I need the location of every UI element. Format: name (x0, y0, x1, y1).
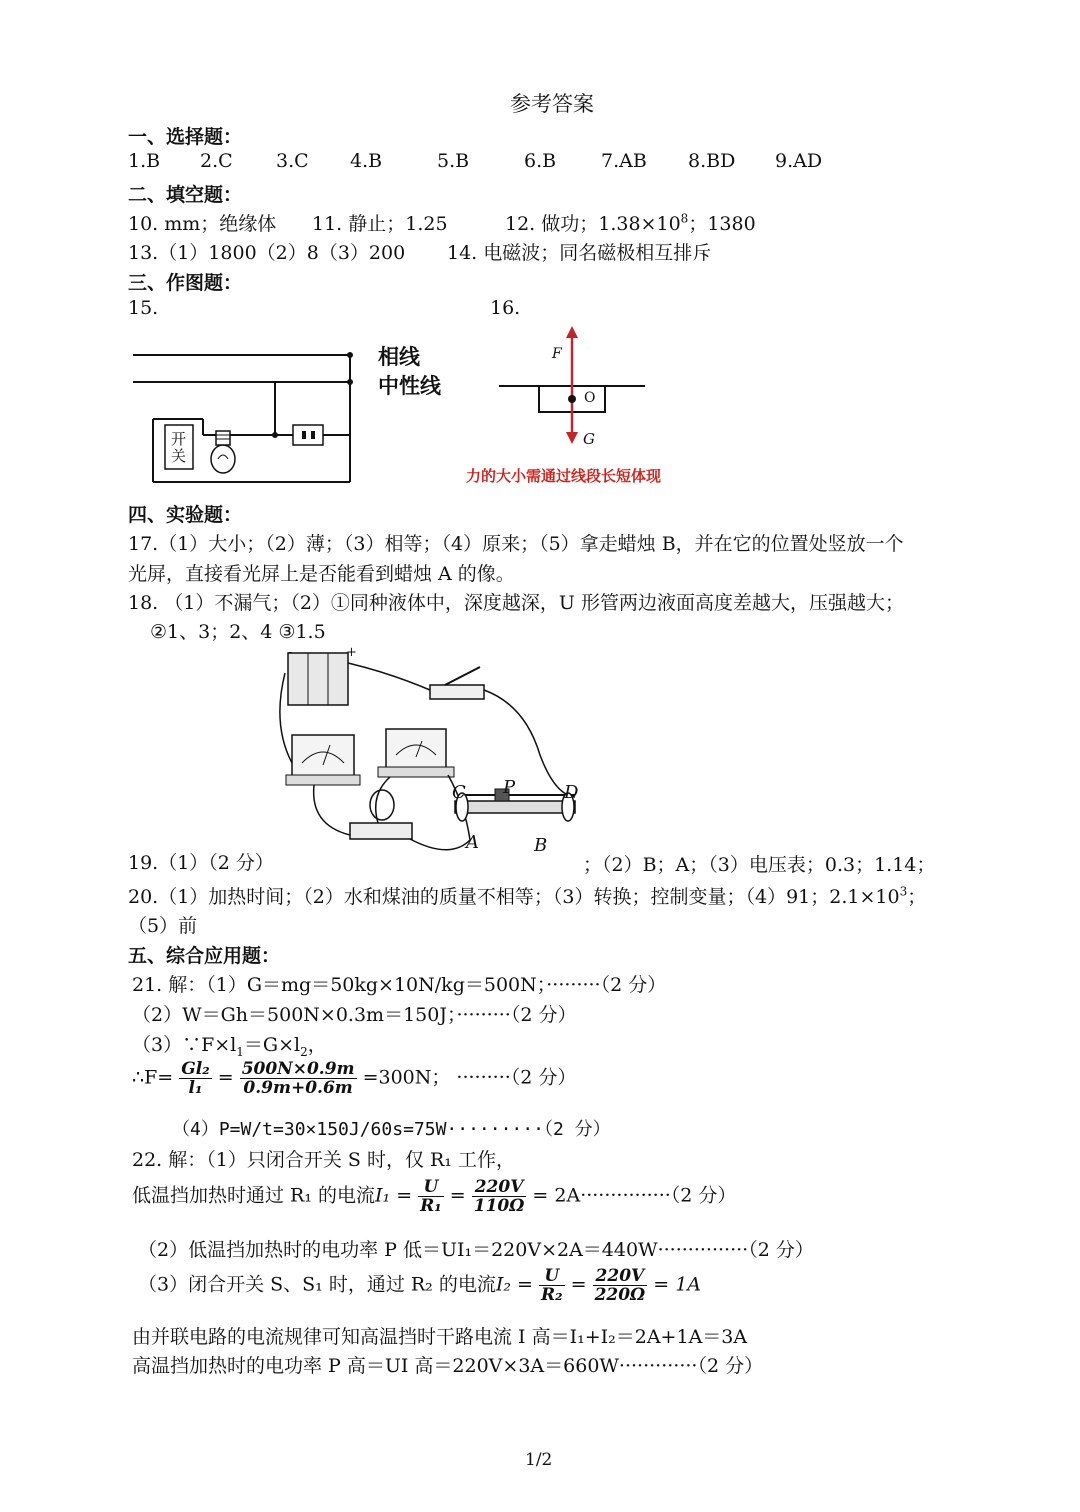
section-heading-choice: 一、选择题： (128, 126, 243, 148)
choice-answer: 4.B (350, 150, 383, 172)
fraction-numerator: 220V (593, 1267, 648, 1286)
q15-number: 15. (128, 297, 159, 319)
choice-answer: 1.B (128, 150, 161, 172)
answer-q11: 11. 静止；1.25 (312, 213, 448, 235)
fraction-numerator: Gl₂ (181, 1059, 210, 1079)
experiment-circuit-diagram (270, 645, 600, 865)
battery-plus-label: + (346, 645, 357, 660)
q22-line1: 22. 解：（1）只闭合开关 S 时，仅 R₁ 工作， (132, 1149, 515, 1171)
q22-line3: （2）低温挡加热时的电功率 P 低＝UI₁＝220V×2A＝440W···············（2 分） (138, 1239, 814, 1261)
switch-label-top: 开 (171, 430, 187, 448)
equals-sign: = (449, 1184, 466, 1207)
fraction-denominator: 0.9m+0.6m (243, 1078, 353, 1098)
q20-text: 20.（1）加热时间；（2）水和煤油的质量不相等；（3）转换；控制变量；（4）91；2.1×10 (128, 886, 900, 908)
live-wire-label: 相线 (378, 345, 420, 369)
choice-answer: 5.B (437, 150, 470, 172)
q22-line2 (132, 1178, 736, 1215)
fraction-numerator: 500N×0.9m (241, 1059, 355, 1079)
fraction-u-r2 (539, 1267, 565, 1304)
q21-line3 (132, 1030, 327, 1059)
terminal-c-label: C (452, 782, 466, 803)
pivot-label: O (584, 390, 596, 406)
q22-l4-prefix: （3）闭合开关 S、S₁ 时，通过 R₂ 的电流 (138, 1273, 496, 1296)
switch-label (171, 431, 186, 465)
choice-answer: 6.B (524, 150, 557, 172)
q22-line6: 高温挡加热时的电功率 P 高＝UI 高＝220V×3A＝660W·············（2 分） (132, 1355, 764, 1377)
fraction-moment (240, 1060, 357, 1097)
q22-line4 (138, 1267, 701, 1304)
equals-sign: = (217, 1066, 234, 1089)
section-heading-experiment: 四、实验题： (128, 504, 243, 526)
terminal-d-label: D (564, 782, 579, 803)
choice-answer: 8.BD (688, 150, 736, 172)
q21-line5: （4）P=W/t=30×150J/60s=75W·········（2 分） (172, 1119, 611, 1140)
equals-sign: = (517, 1273, 533, 1296)
current-i1: I₁ (375, 1184, 391, 1207)
choice-answer: 9.AD (775, 150, 823, 172)
answer-q20-line1 (128, 882, 926, 909)
slider-p-label: P (503, 777, 516, 798)
q21-l3-sub1: 1 (236, 1044, 244, 1059)
choice-answer: 2.C (200, 150, 233, 172)
q22-l2-prefix: 低温挡加热时通过 R₁ 的电流 (132, 1184, 376, 1207)
q21-line2: （2）W＝Gh＝500N×0.3m＝150J；·········（2 分） (132, 1004, 577, 1026)
q20-exponent: 3 (899, 884, 908, 899)
q22-l2-result: = 2A···············（2 分） (532, 1184, 737, 1207)
fraction-denominator: 110Ω (473, 1196, 525, 1216)
fraction-220v-110 (472, 1178, 527, 1215)
equals-sign: = (396, 1184, 413, 1207)
answer-q18-line1: 18. （1）不漏气；（2）①同种液体中，深度越深，U 形管两边液面高度差越大，压强越大； (128, 592, 904, 614)
q21-line4 (132, 1060, 576, 1097)
fraction-numerator: U (539, 1267, 565, 1286)
q22-line5: 由并联电路的电流规律可知高温挡时干路电流 I 高＝I₁+I₂＝2A+1A＝3A (132, 1326, 748, 1348)
force-g-label: G (583, 430, 595, 448)
answer-q12 (505, 209, 756, 236)
answer-q19-part2: ；（2）B；A；（3）电压表；0.3；1.14； (583, 854, 936, 876)
fraction-220v-220 (593, 1267, 648, 1304)
answer-q14: 14. 电磁波；同名磁极相互排斥 (447, 242, 712, 264)
terminal-a-label: A (466, 832, 479, 853)
q21-line1: 21. 解：（1）G＝mg＝50kg×10N/kg＝500N；·········（2 分） (132, 974, 667, 996)
q21-l3-b: ＝G×l (243, 1034, 301, 1056)
section-heading-fill: 二、填空题： (128, 184, 243, 206)
force-f-label: F (552, 346, 562, 362)
choice-answer: 3.C (276, 150, 309, 172)
drawing-note: 力的大小需通过线段长短体现 (466, 467, 662, 485)
q12-tail: ；1380 (688, 213, 756, 235)
answer-q17-line2: 光屏，直接看光屏上是否能看到蜡烛 A 的像。 (128, 563, 515, 585)
equals-sign: = (570, 1273, 587, 1296)
current-i2: I₂ (495, 1273, 511, 1296)
q22-l4-result: = 1A (653, 1273, 702, 1296)
force-diagram (495, 322, 650, 452)
page-number: 1/2 (525, 1450, 553, 1470)
fraction-denominator: 220Ω (594, 1285, 646, 1305)
q16-number: 16. (490, 297, 521, 319)
fraction-numerator: U (418, 1178, 444, 1197)
answer-q13: 13.（1）1800（2）8（3）200 (128, 242, 406, 264)
q21-l3-a: （3）∵F×l (132, 1034, 237, 1056)
answer-q20-line2: （5）前 (128, 915, 198, 937)
q20-tail: ； (907, 886, 927, 908)
q12-exponent: 8 (680, 211, 689, 226)
switch-label-bottom: 关 (171, 447, 187, 465)
section-heading-application: 五、综合应用题： (128, 945, 281, 967)
q21-l3-c: ， (307, 1034, 327, 1056)
q21-l4-prefix: ∴F= (132, 1066, 174, 1089)
page-title: 参考答案 (510, 92, 594, 116)
fraction-gl2-l1 (179, 1060, 211, 1097)
answer-q19-part1: 19.（1）（2 分） (128, 852, 274, 874)
neutral-wire-label: 中性线 (378, 374, 441, 398)
section-heading-drawing: 三、作图题： (128, 272, 243, 294)
choice-answer: 7.AB (601, 150, 647, 172)
fraction-denominator: R₂ (540, 1285, 563, 1305)
answer-q10: 10. mm；绝缘体 (128, 213, 277, 235)
answer-q17-line1: 17.（1）大小；（2）薄；（3）相等；（4）原来；（5）拿走蜡烛 B，并在它的位置处竖放一个 (128, 533, 904, 555)
fraction-denominator: l₁ (188, 1078, 203, 1098)
q12-text: 12. 做功；1.38×10 (505, 213, 681, 235)
fraction-u-r1 (418, 1178, 444, 1215)
terminal-b-label: B (534, 835, 548, 856)
answer-q18-line2: ②1、3；2、4 ③1.5 (150, 621, 326, 643)
fraction-numerator: 220V (472, 1178, 527, 1197)
fraction-denominator: R₁ (420, 1196, 442, 1216)
q21-l3-sub2: 2 (300, 1044, 308, 1059)
battery-minus-label: - (288, 645, 293, 660)
q21-l4-result: =300N； ·········（2 分） (362, 1066, 577, 1089)
